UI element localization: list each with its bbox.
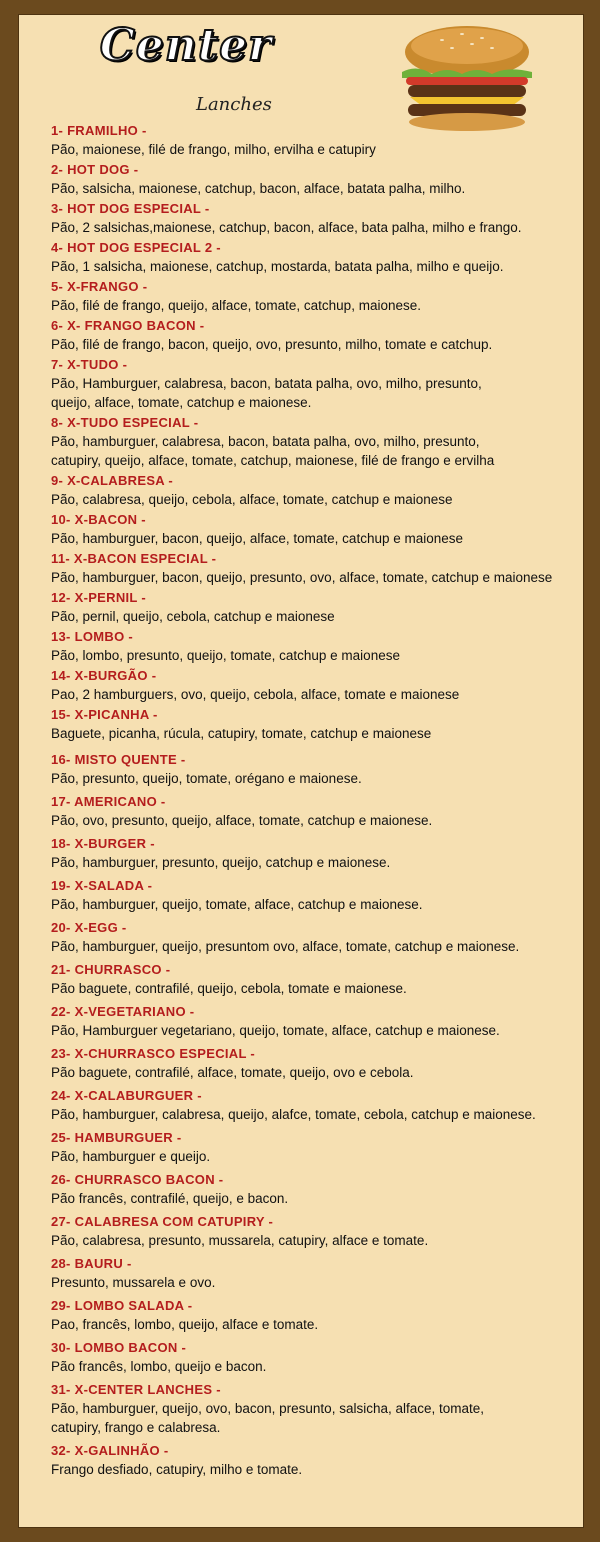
menu-item-description: Pão, hamburguer, calabresa, queijo, alafce, tomate, cebola, catchup e maionese. bbox=[51, 1107, 536, 1122]
menu-item-description: Pão, filé de frango, queijo, alface, tomate, catchup, maionese. bbox=[51, 298, 421, 313]
menu-item-name: 1- FRAMILHO - bbox=[51, 123, 147, 138]
menu-item-description: Pão, ovo, presunto, queijo, alface, tomate, catchup e maionese. bbox=[51, 813, 433, 828]
menu-item bbox=[51, 472, 581, 509]
menu-item bbox=[51, 1442, 581, 1479]
menu-item-name: 16- MISTO QUENTE - bbox=[51, 752, 186, 767]
menu-item-name: 24- X-CALABURGUER - bbox=[51, 1088, 202, 1103]
menu-item-name: 12- X-PERNIL - bbox=[51, 590, 146, 605]
menu-item-description: Pão, hamburguer, queijo, tomate, alface, catchup e maionese. bbox=[51, 897, 423, 912]
menu-item-description: Presunto, mussarela e ovo. bbox=[51, 1275, 216, 1290]
menu-item bbox=[51, 706, 581, 743]
logo-subtitle: Lanches bbox=[196, 94, 272, 115]
menu-item-description: Pão, maionese, filé de frango, milho, ervilha e catupiry bbox=[51, 142, 376, 157]
menu-item bbox=[51, 877, 581, 914]
menu-item-name: 29- LOMBO SALADA - bbox=[51, 1298, 193, 1313]
menu-list bbox=[51, 122, 581, 1484]
menu-item bbox=[51, 1045, 581, 1082]
menu-item bbox=[51, 161, 581, 198]
menu-item-description: Pão, calabresa, queijo, cebola, alface, tomate, catchup e maionese bbox=[51, 492, 453, 507]
menu-item bbox=[51, 414, 581, 470]
menu-item-name: 2- HOT DOG - bbox=[51, 162, 139, 177]
menu-item-description: Pao, 2 hamburguers, ovo, queijo, cebola, alface, tomate e maionese bbox=[51, 687, 460, 702]
menu-item bbox=[51, 317, 581, 354]
menu-item bbox=[51, 1087, 581, 1124]
menu-item-name: 3- HOT DOG ESPECIAL - bbox=[51, 201, 210, 216]
menu-item bbox=[51, 550, 581, 587]
menu-item-description: Pão baguete, contrafilé, queijo, cebola, tomate e maionese. bbox=[51, 981, 407, 996]
menu-item-name: 15- X-PICANHA - bbox=[51, 707, 158, 722]
menu-item-description-cont: queijo, alface, tomate, catchup e maionese. bbox=[51, 395, 312, 410]
menu-item bbox=[51, 1213, 581, 1250]
menu-item-description: Pão, Hamburguer vegetariano, queijo, tomate, alface, catchup e maionese. bbox=[51, 1023, 500, 1038]
menu-item-description: Pão, Hamburguer, calabresa, bacon, batata palha, ovo, milho, presunto, bbox=[51, 376, 482, 391]
menu-item-description: Pão, hamburguer e queijo. bbox=[51, 1149, 211, 1164]
menu-item-description: Pão, salsicha, maionese, catchup, bacon, alface, batata palha, milho. bbox=[51, 181, 466, 196]
menu-item-name: 10- X-BACON - bbox=[51, 512, 146, 527]
menu-item bbox=[51, 1339, 581, 1376]
menu-item-description: Pão, hamburguer, queijo, ovo, bacon, presunto, salsicha, alface, tomate, bbox=[51, 1401, 485, 1416]
burger-icon bbox=[392, 22, 542, 132]
menu-item-name: 4- HOT DOG ESPECIAL 2 - bbox=[51, 240, 221, 255]
menu-item bbox=[51, 1171, 581, 1208]
menu-item-description: Pão, lombo, presunto, queijo, tomate, catchup e maionese bbox=[51, 648, 400, 663]
logo-title: Center bbox=[99, 20, 273, 71]
menu-item-name: 5- X-FRANGO - bbox=[51, 279, 148, 294]
menu-item-name: 18- X-BURGER - bbox=[51, 836, 155, 851]
menu-item bbox=[51, 628, 581, 665]
menu-item-description: Pão, calabresa, presunto, mussarela, catupiry, alface e tomate. bbox=[51, 1233, 429, 1248]
menu-item-name: 17- AMERICANO - bbox=[51, 794, 166, 809]
menu-item-description: Pão, hamburguer, calabresa, bacon, batata palha, ovo, milho, presunto, bbox=[51, 434, 480, 449]
menu-item bbox=[51, 239, 581, 276]
menu-item bbox=[51, 1003, 581, 1040]
menu-item-description: Pão francês, lombo, queijo e bacon. bbox=[51, 1359, 267, 1374]
menu-item-description: Pão, 2 salsichas,maionese, catchup, bacon, alface, bata palha, milho e frango. bbox=[51, 220, 522, 235]
menu-item bbox=[51, 356, 581, 412]
menu-item-name: 14- X-BURGÃO - bbox=[51, 668, 157, 683]
menu-item-description: Baguete, picanha, rúcula, catupiry, tomate, catchup e maionese bbox=[51, 726, 432, 741]
menu-item bbox=[51, 961, 581, 998]
logo bbox=[86, 20, 286, 125]
menu-item bbox=[51, 122, 581, 159]
menu-item-name: 20- X-EGG - bbox=[51, 920, 127, 935]
menu-item-description: Pão francês, contrafilé, queijo, e bacon. bbox=[51, 1191, 289, 1206]
menu-item-description: Pão, hamburguer, bacon, queijo, presunto, ovo, alface, tomate, catchup e maionese bbox=[51, 570, 553, 585]
menu-item-name: 26- CHURRASCO BACON - bbox=[51, 1172, 224, 1187]
menu-item-name: 30- LOMBO BACON - bbox=[51, 1340, 187, 1355]
menu-item-description-cont: catupiry, frango e calabresa. bbox=[51, 1420, 221, 1435]
menu-item-name: 6- X- FRANGO BACON - bbox=[51, 318, 205, 333]
menu-item-description: Pão, hamburguer, bacon, queijo, alface, tomate, catchup e maionese bbox=[51, 531, 464, 546]
menu-item-description: Pão, hamburguer, queijo, presuntom ovo, alface, tomate, catchup e maionese. bbox=[51, 939, 520, 954]
menu-item bbox=[51, 1381, 581, 1437]
menu-item bbox=[51, 200, 581, 237]
menu-item-name: 13- LOMBO - bbox=[51, 629, 134, 644]
menu-item-name: 25- HAMBURGUER - bbox=[51, 1130, 182, 1145]
menu-item bbox=[51, 793, 581, 830]
menu-item-description: Pão baguete, contrafilé, alface, tomate, queijo, ovo e cebola. bbox=[51, 1065, 414, 1080]
menu-item-description: Pão, filé de frango, bacon, queijo, ovo, presunto, milho, tomate e catchup. bbox=[51, 337, 493, 352]
menu-item-description: Pão, presunto, queijo, tomate, orégano e maionese. bbox=[51, 771, 362, 786]
menu-item-name: 8- X-TUDO ESPECIAL - bbox=[51, 415, 199, 430]
menu-item bbox=[51, 751, 581, 788]
menu-item-name: 31- X-CENTER LANCHES - bbox=[51, 1382, 221, 1397]
menu-item-description: Frango desfiado, catupiry, milho e tomate. bbox=[51, 1462, 303, 1477]
menu-item bbox=[51, 667, 581, 704]
menu-item-name: 11- X-BACON ESPECIAL - bbox=[51, 551, 217, 566]
menu-item-name: 22- X-VEGETARIANO - bbox=[51, 1004, 195, 1019]
menu-item bbox=[51, 835, 581, 872]
menu-item-name: 32- X-GALINHÃO - bbox=[51, 1443, 169, 1458]
menu-item-description: Pão, pernil, queijo, cebola, catchup e maionese bbox=[51, 609, 335, 624]
menu-item bbox=[51, 1297, 581, 1334]
menu-item-name: 28- BAURU - bbox=[51, 1256, 132, 1271]
menu-item bbox=[51, 278, 581, 315]
menu-item bbox=[51, 919, 581, 956]
menu-item bbox=[51, 1129, 581, 1166]
menu-item-description: Pao, francês, lombo, queijo, alface e tomate. bbox=[51, 1317, 319, 1332]
menu-item-name: 19- X-SALADA - bbox=[51, 878, 153, 893]
menu-item-name: 23- X-CHURRASCO ESPECIAL - bbox=[51, 1046, 256, 1061]
menu-item-name: 7- X-TUDO - bbox=[51, 357, 128, 372]
menu-item-description: Pão, 1 salsicha, maionese, catchup, mostarda, batata palha, milho e queijo. bbox=[51, 259, 504, 274]
menu-item-description-cont: catupiry, queijo, alface, tomate, catchup, maionese, filé de frango e ervilha bbox=[51, 453, 495, 468]
menu-item-name: 21- CHURRASCO - bbox=[51, 962, 171, 977]
menu-item-description: Pão, hamburguer, presunto, queijo, catchup e maionese. bbox=[51, 855, 391, 870]
menu-item bbox=[51, 589, 581, 626]
menu-item-name: 9- X-CALABRESA - bbox=[51, 473, 174, 488]
menu-item bbox=[51, 1255, 581, 1292]
menu-item-name: 27- CALABRESA COM CATUPIRY - bbox=[51, 1214, 274, 1229]
menu-item bbox=[51, 511, 581, 548]
